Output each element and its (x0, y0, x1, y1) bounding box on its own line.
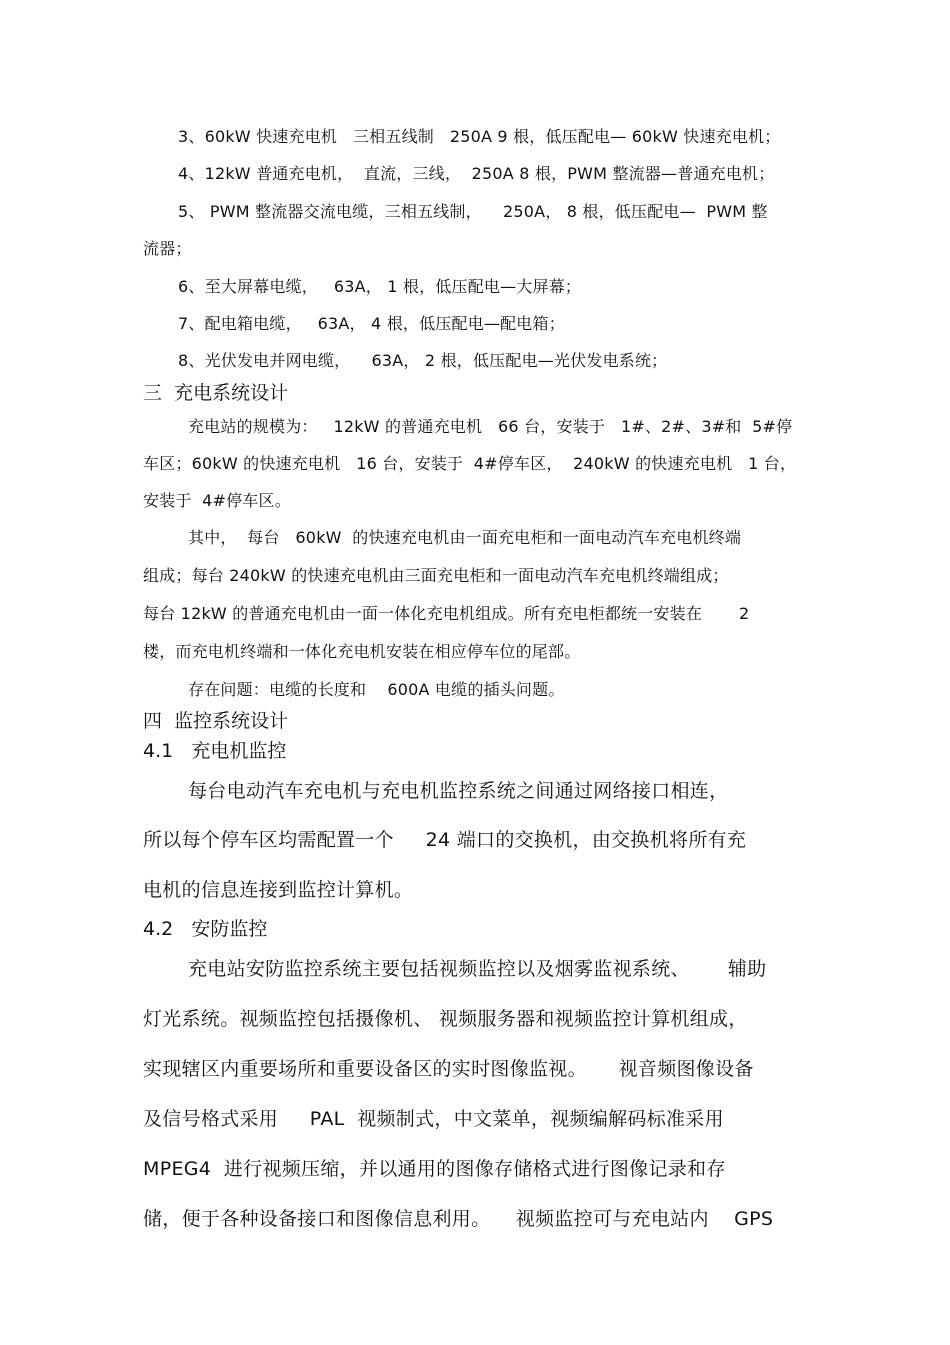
paragraph-line: 灯光系统。视频监控包括摄像机、 视频服务器和视频监控计算机组成， (143, 1008, 748, 1030)
paragraph-line: 组成；每台 240kW 的快速充电机由三面充电柜和一面电动汽车充电机终端组成； (143, 566, 729, 585)
paragraph-line: 充电站的规模为： 12kW 的普通充电机 66 台，安装于 1#、2#、3#和 5#停 (188, 417, 793, 436)
list-item: 4、12kW 普通充电机， 直流，三线， 250A 8 根，PWM 整流器—普通充电机； (178, 164, 775, 183)
paragraph-line: 实现辖区内重要场所和重要设备区的实时图像监视。 视音频图像设备 (143, 1058, 754, 1080)
paragraph-line: 存在问题：电缆的长度和 600A 电缆的插头问题。 (188, 680, 565, 699)
paragraph-line: 其中， 每台 60kW 的快速充电机由一面充电柜和一面电动汽车充电机终端 (188, 528, 742, 547)
paragraph-line: MPEG4 进行视频压缩，并以通用的图像存储格式进行图像记录和存 (143, 1158, 726, 1180)
paragraph-line: 储，便于各种设备接口和图像信息利用。 视频监控可与充电站内 GPS (143, 1208, 774, 1230)
list-item: 5、 PWM 整流器交流电缆，三相五线制， 250A， 8 根，低压配电— PWM 整 (178, 202, 768, 221)
list-item: 8、光伏发电并网电缆， 63A， 2 根，低压配电—光伏发电系统； (178, 351, 668, 370)
paragraph-line: 及信号格式采用 PAL 视频制式，中文菜单，视频编解码标准采用 (143, 1108, 724, 1130)
section-heading: 四 监控系统设计 (143, 710, 289, 732)
paragraph-line: 每台 12kW 的普通充电机由一面一体化充电机组成。所有充电柜都统一安装在 2 (143, 604, 750, 623)
paragraph-line: 每台电动汽车充电机与充电机监控系统之间通过网络接口相连， (188, 780, 729, 802)
section-heading: 三 充电系统设计 (143, 382, 289, 404)
paragraph-line: 车区；60kW 的快速充电机 16 台，安装于 4#停车区， 240kW 的快速充电机 1 台， (143, 454, 797, 473)
paragraph-line: 所以每个停车区均需配置一个 24 端口的交换机，由交换机将所有充 (143, 829, 747, 851)
paragraph-line: 电机的信息连接到监控计算机。 (143, 879, 414, 901)
paragraph-line: 充电站安防监控系统主要包括视频监控以及烟雾监视系统、 辅助 (188, 958, 767, 980)
paragraph-line: 安装于 4#停车区。 (143, 491, 291, 510)
subsection-heading: 4.2 安防监控 (143, 918, 268, 940)
list-item: 3、60kW 快速充电机 三相五线制 250A 9 根，低压配电— 60kW 快速充电机； (178, 127, 781, 146)
list-item: 7、配电箱电缆， 63A， 4 根，低压配电—配电箱； (178, 314, 565, 333)
list-item: 6、至大屏幕电缆， 63A， 1 根，低压配电—大屏幕； (178, 277, 582, 296)
list-item-continuation: 流器； (143, 239, 192, 258)
subsection-heading: 4.1 充电机监控 (143, 740, 287, 762)
paragraph-line: 楼，而充电机终端和一体化充电机安装在相应停车位的尾部。 (143, 642, 581, 661)
